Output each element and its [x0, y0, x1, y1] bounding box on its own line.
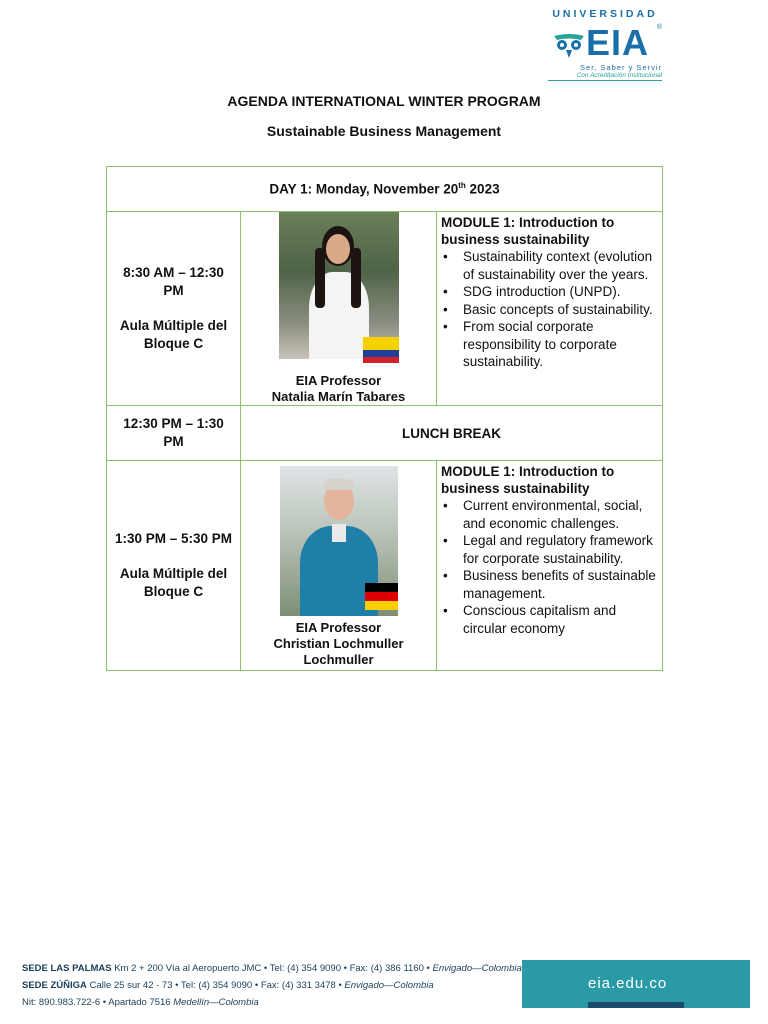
nit-text: Nit: 890.983.722-6 • Apartado 7516 — [22, 997, 174, 1008]
topic-item: • From social corporate responsibility to corporate sustainability. — [441, 318, 658, 371]
campus-name: SEDE ZÚÑIGA — [22, 980, 87, 991]
module-title: MODULE 1: Introduction to business sustainability — [441, 464, 615, 496]
professor-cell — [241, 461, 437, 671]
professor-role: EIA Professor — [295, 373, 382, 388]
module-cell — [437, 461, 663, 671]
day-header — [107, 167, 663, 212]
website-banner[interactable] — [522, 960, 750, 1008]
campus-address: Km 2 + 200 Vía al Aeropuerto JMC • Tel: (4) 354 9090 • Fax: (4) 386 1160 • — [111, 963, 433, 974]
session-time: 8:30 AM – 12:30 PM — [123, 265, 224, 298]
day-year: 2023 — [465, 181, 500, 197]
campus-name: SEDE LAS PALMAS — [22, 963, 112, 974]
logo-registered-mark: ® — [656, 24, 662, 31]
colombia-flag-icon — [363, 337, 399, 363]
day-ordinal: th — [458, 181, 466, 191]
day-header-row — [107, 167, 663, 212]
campus-address: Calle 25 sur 42 - 73 • Tel: (4) 354 9090 • Fax: (4) 331 3478 • — [86, 980, 345, 991]
footer-line-zuniga — [22, 977, 522, 994]
day-label: DAY 1: Monday, November 20 — [269, 181, 459, 197]
professor-name: Christian Lochmuller Lochmuller — [273, 636, 404, 667]
session-time-cell — [107, 461, 241, 671]
logo-university-text: UNIVERSIDAD — [552, 8, 658, 20]
lunch-time: 12:30 PM – 1:30 PM — [107, 406, 241, 461]
logo-accreditation: Con Acreditación Institucional — [548, 72, 662, 81]
topic-list — [441, 497, 658, 637]
topic-item: • Sustainability context (evolution of sustainability over the years. — [441, 248, 658, 283]
professor-role: EIA Professor — [295, 620, 382, 635]
lunch-row — [107, 406, 663, 461]
owl-icon — [552, 30, 586, 60]
document-subtitle: Sustainable Business Management — [266, 123, 502, 139]
logo-eia-text: EIA — [586, 22, 650, 63]
module-cell — [437, 212, 663, 406]
topic-list — [441, 248, 658, 371]
agenda-table — [106, 166, 663, 671]
session-time: 1:30 PM – 5:30 PM — [114, 531, 233, 546]
nit-city: Medellín—Colombia — [173, 997, 259, 1008]
topic-item: • Legal and regulatory framework for corporate sustainability. — [441, 532, 658, 567]
website-link[interactable]: eia.edu.co — [588, 975, 668, 992]
footer-line-nit — [22, 994, 522, 1011]
professor-name: Natalia Marín Tabares — [271, 389, 406, 404]
topic-item: • SDG introduction (UNPD). — [441, 283, 658, 301]
footer-addresses — [22, 960, 522, 1011]
module-title: MODULE 1: Introduction to business sustainability — [441, 215, 615, 247]
document-title: AGENDA INTERNATIONAL WINTER PROGRAM — [227, 93, 541, 109]
session-place: Aula Múltiple del Bloque C — [119, 318, 228, 351]
campus-city: Envigado—Colombia — [344, 980, 434, 991]
session-time-cell — [107, 212, 241, 406]
footer-line-palmas — [22, 960, 522, 977]
topic-item: • Basic concepts of sustainability. — [441, 301, 658, 319]
topic-item: • Business benefits of sustainable management. — [441, 567, 658, 602]
lunch-label: LUNCH BREAK — [241, 406, 663, 461]
topic-item: • Current environmental, social, and economic challenges. — [441, 497, 658, 532]
session-place: Aula Múltiple del Bloque C — [119, 566, 228, 599]
germany-flag-icon — [365, 583, 398, 610]
logo-tagline: Ser, Saber y Servir — [580, 63, 662, 72]
website-underline-bar — [588, 1002, 684, 1008]
session-row — [107, 212, 663, 406]
professor-cell — [241, 212, 437, 406]
university-logo — [548, 8, 662, 90]
session-row — [107, 461, 663, 671]
topic-item: • Conscious capitalism and circular economy — [441, 602, 658, 637]
campus-city: Envigado—Colombia — [432, 963, 522, 974]
